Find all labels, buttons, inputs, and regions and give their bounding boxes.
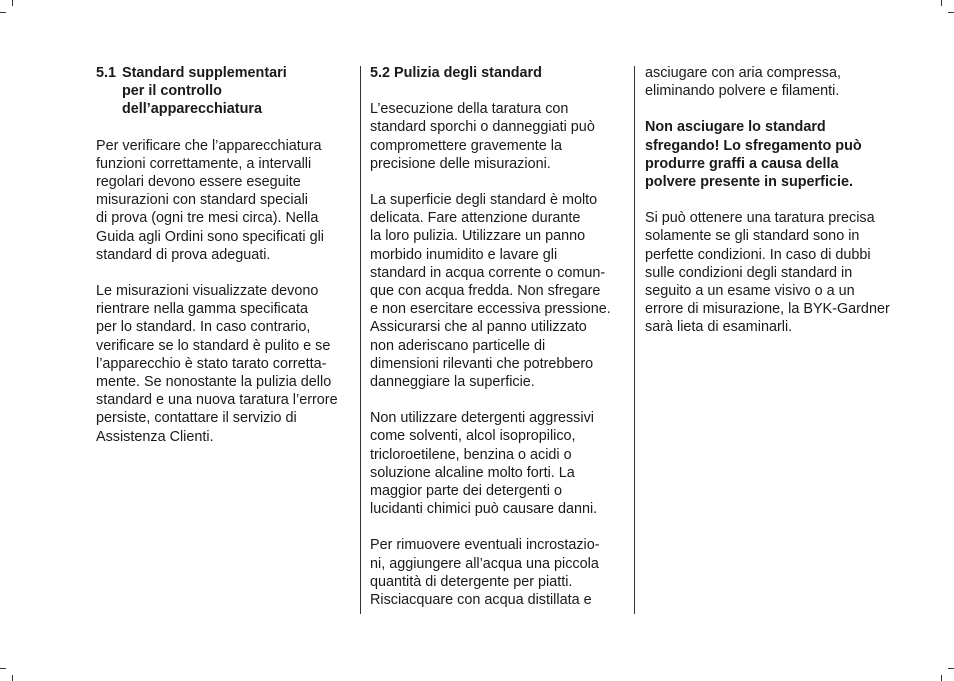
text-line: mente. Se nonostante la pulizia dello bbox=[96, 374, 332, 391]
text-line: standard e una nuova taratura l’errore bbox=[96, 392, 338, 409]
paragraph-continuation bbox=[645, 64, 903, 100]
text-line: polvere presente in superficie. bbox=[645, 174, 853, 191]
text-line: seguito a un esame visivo o a un bbox=[645, 283, 855, 300]
text-line: sulle condizioni degli standard in bbox=[645, 264, 853, 281]
text-line: lucidanti chimici può causare danni. bbox=[370, 501, 598, 518]
heading-line: dell’apparecchiatura bbox=[122, 101, 262, 118]
crop-mark-top-left-h bbox=[0, 12, 6, 13]
text-line: persiste, contattare il servizio di bbox=[96, 410, 297, 427]
paragraph bbox=[370, 100, 622, 173]
text-line: rientrare nella gamma specificata bbox=[96, 301, 308, 318]
text-line: sarà lieta di esaminarli. bbox=[645, 319, 793, 336]
text-line: regolari devono essere eseguite bbox=[96, 174, 301, 191]
crop-mark-bottom-right bbox=[941, 675, 942, 681]
paragraph bbox=[645, 209, 903, 336]
paragraph bbox=[96, 137, 352, 264]
text-line: delicata. Fare attenzione durante bbox=[370, 210, 581, 227]
crop-mark-bottom-left-h bbox=[0, 668, 6, 669]
text-line: eliminando polvere e filamenti. bbox=[645, 83, 840, 100]
crop-mark-top-left bbox=[12, 0, 13, 6]
text-line: Risciacquare con acqua distillata e bbox=[370, 592, 592, 609]
heading-line: Standard supplementari bbox=[122, 65, 287, 81]
paragraph bbox=[370, 409, 622, 518]
text-line: Le misurazioni visualizzate devono bbox=[96, 283, 319, 300]
heading-line: per il controllo bbox=[122, 83, 222, 100]
text-line: que con acqua fredda. Non sfregare bbox=[370, 283, 601, 300]
paragraph bbox=[370, 536, 622, 609]
paragraph bbox=[370, 191, 622, 391]
text-line: misurazioni con standard speciali bbox=[96, 192, 308, 209]
crop-mark-top-right bbox=[941, 0, 942, 6]
heading-number: 5.1 bbox=[96, 65, 117, 81]
text-line: maggior parte dei detergenti o bbox=[370, 483, 562, 500]
section-5-1-heading bbox=[96, 64, 352, 119]
text-line: sfregando! Lo sfregamento può bbox=[645, 137, 862, 154]
text-line: per lo standard. In caso contrario, bbox=[96, 319, 311, 336]
text-line: soluzione alcaline molto forti. La bbox=[370, 464, 575, 481]
text-line: produrre graffi a causa della bbox=[645, 155, 839, 172]
text-line: Assistenza Clienti. bbox=[96, 428, 214, 445]
text-line: danneggiare la superficie. bbox=[370, 374, 535, 391]
warning-text bbox=[645, 118, 903, 191]
text-line: compromettere gravemente la bbox=[370, 137, 562, 154]
text-line: non aderiscano particelle di bbox=[370, 337, 546, 354]
text-line: Per rimuovere eventuali incrostazio- bbox=[370, 537, 600, 554]
text-line: Non asciugare lo standard bbox=[645, 119, 826, 136]
text-line: la loro pulizia. Utilizzare un panno bbox=[370, 228, 586, 245]
section-5-2-heading: 5.2 Pulizia degli standard bbox=[370, 65, 542, 81]
text-line: Guida agli Ordini sono specificati gli bbox=[96, 228, 324, 245]
text-line: funzioni correttamente, a intervalli bbox=[96, 155, 312, 172]
text-line: morbido inumidito e lavare gli bbox=[370, 246, 558, 263]
column-1 bbox=[96, 64, 352, 446]
text-line: e non esercitare eccessiva pressione. bbox=[370, 301, 611, 318]
text-line: come solventi, alcol isopropilico, bbox=[370, 428, 576, 445]
text-line: L’esecuzione della taratura con bbox=[370, 101, 569, 118]
text-line: Si può ottenere una taratura precisa bbox=[645, 210, 875, 227]
crop-mark-top-right-h bbox=[948, 12, 954, 13]
column-3 bbox=[645, 64, 903, 337]
text-line: standard sporchi o danneggiati può bbox=[370, 119, 595, 136]
text-line: perfette condizioni. In caso di dubbi bbox=[645, 246, 871, 263]
text-line: ni, aggiungere all’acqua una piccola bbox=[370, 555, 599, 572]
paragraph bbox=[96, 282, 352, 446]
column-divider-1 bbox=[360, 66, 361, 614]
text-line: dimensioni rilevanti che potrebbero bbox=[370, 355, 594, 372]
crop-mark-bottom-left bbox=[12, 675, 13, 681]
text-line: Non utilizzare detergenti aggressivi bbox=[370, 410, 594, 427]
text-line: l’apparecchio è stato tarato corretta- bbox=[96, 355, 327, 372]
text-line: solamente se gli standard sono in bbox=[645, 228, 860, 245]
text-line: precisione delle misurazioni. bbox=[370, 155, 551, 172]
text-line: standard di prova adeguati. bbox=[96, 246, 271, 263]
text-line: standard in acqua corrente o comun- bbox=[370, 264, 606, 281]
text-line: errore di misurazione, la BYK-Gardner bbox=[645, 301, 890, 318]
column-2 bbox=[370, 64, 622, 609]
text-line: Assicurarsi che al panno utilizzato bbox=[370, 319, 587, 336]
text-line: di prova (ogni tre mesi circa). Nella bbox=[96, 210, 319, 227]
crop-mark-bottom-right-h bbox=[948, 668, 954, 669]
text-line: asciugare con aria compressa, bbox=[645, 65, 841, 81]
text-line: verificare se lo standard è pulito e se bbox=[96, 337, 331, 354]
text-line: Per verificare che l’apparecchiatura bbox=[96, 137, 322, 154]
text-line: La superficie degli standard è molto bbox=[370, 192, 598, 209]
text-line: quantità di detergente per piatti. bbox=[370, 573, 573, 590]
text-line: tricloroetilene, benzina o acidi o bbox=[370, 446, 572, 463]
column-divider-2 bbox=[634, 66, 635, 614]
